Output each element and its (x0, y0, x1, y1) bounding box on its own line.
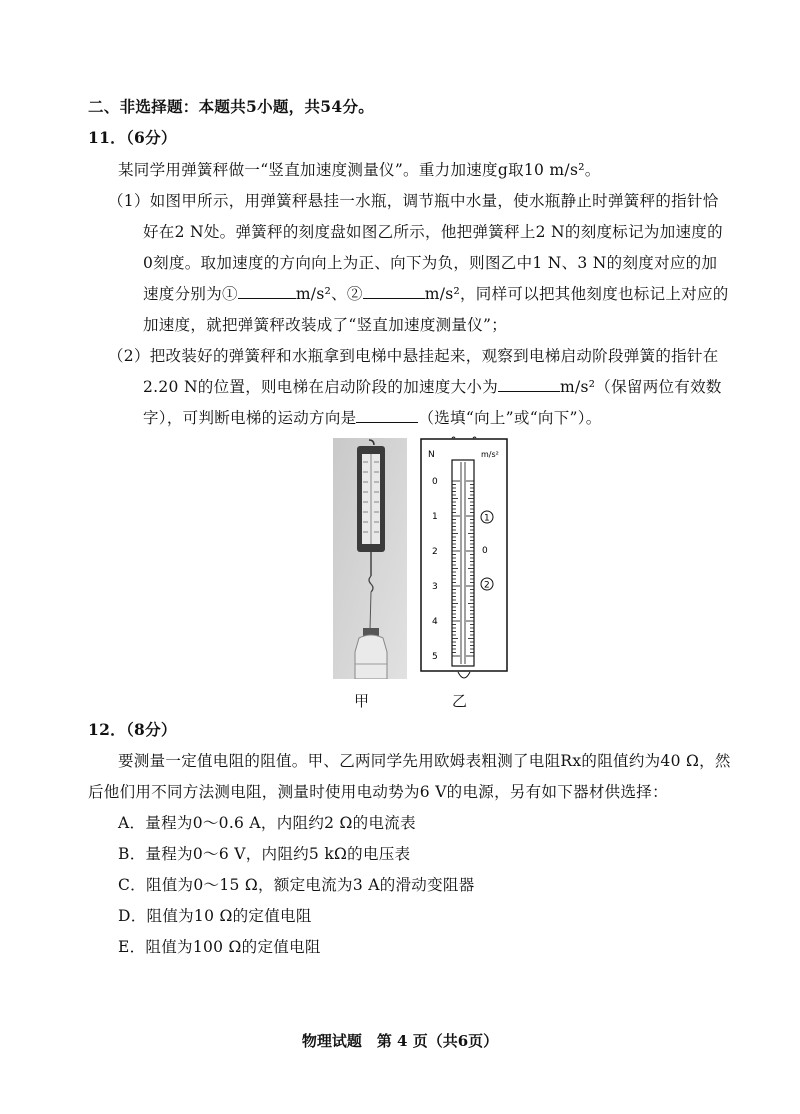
scale-number-label: 4 (432, 617, 438, 627)
q11-part1-line4-a: 速度分别为① (143, 285, 238, 303)
q12-option-b: B．量程为0～6 V，内阻约5 kΩ的电压表 (118, 845, 411, 863)
q11-part2-line2-a: 2.20 N的位置，则电梯在启动阶段的加速度大小为 (143, 378, 499, 396)
answer-blank-3[interactable] (498, 377, 560, 392)
scale-number-label: 2 (432, 547, 438, 557)
q12-option-a: A．量程为0～0.6 A，内阻约2 Ω的电流表 (118, 814, 416, 832)
q11-part1-line1: （1）如图甲所示，用弹簧秤悬挂一水瓶，调节瓶中水量，使水瓶静止时弹簧秤的指针恰 (108, 192, 719, 210)
q12-intro-line2: 后他们用不同方法测电阻，测量时使用电动势为6 V的电源，另有如下器材供选择： (88, 783, 668, 801)
q11-part2-line3-b: （选填“向上”或“向下”）。 (418, 409, 602, 427)
scale-number-label: 0 (432, 477, 438, 487)
marker-circle-1: 1 (484, 513, 490, 524)
q12-intro-line1: 要测量一定值电阻的阻值。甲、乙两同学先用欧姆表粗测了电阻Rx的阻值约为40 Ω，然 (118, 752, 731, 770)
q11-part1-line4-b: m/s²、② (295, 285, 363, 303)
q12-option-e: E．阻值为100 Ω的定值电阻 (118, 938, 321, 956)
zero-acceleration-label: 0 (482, 546, 488, 556)
marker-circle-2: 2 (484, 580, 490, 591)
q11-part2-line2-b: m/s²（保留两位有效数 (560, 378, 722, 396)
q11-part2-line1: （2）把改装好的弹簧秤和水瓶拿到电梯中悬挂起来，观察到电梯启动阶段弹簧的指针在 (108, 347, 719, 365)
q11-part1-line4-c: m/s²，同样可以把其他刻度也标记上对应的 (424, 285, 729, 303)
page-footer: 物理试题 第 4 页（共6页） (301, 1032, 499, 1050)
section-heading: 二、非选择题：本题共5小题，共54分。 (88, 97, 375, 116)
q11-part2-line2 (143, 375, 722, 397)
q11-part1-line2: 好在2 N处。弹簧秤的刻度盘如图乙所示，他把弹簧秤上2 N的刻度标记为加速度的 (143, 223, 723, 241)
q11-part1-line3: 0刻度。取加速度的方向向上为正、向下为负，则图乙中1 N、3 N的刻度对应的加 (143, 254, 718, 272)
figure-caption-jia: 甲 (354, 692, 370, 710)
q11-part1-line5: 加速度，就把弹簧秤改装成了“竖直加速度测量仪”； (143, 316, 508, 334)
q11-part1-line4 (143, 282, 729, 304)
scale-number-label: 1 (432, 512, 438, 522)
q12-number: 12．（8分） (88, 720, 177, 739)
unit-left-label: N (428, 450, 435, 460)
q12-option-d: D．阻值为10 Ω的定值电阻 (118, 907, 312, 925)
figure-caption-yi: 乙 (452, 692, 468, 710)
q12-option-c: C．阻值为0～15 Ω，额定电流为3 A的滑动变阻器 (118, 876, 475, 894)
q11-number: 11．（6分） (88, 128, 177, 147)
q11-part2-line3-a: 字），可判断电梯的运动方向是 (143, 409, 357, 427)
answer-blank-2[interactable] (363, 284, 425, 299)
q11-part2-line3 (143, 406, 602, 428)
answer-blank-4[interactable] (356, 408, 418, 423)
scale-number-label: 5 (432, 652, 438, 662)
unit-right-label: m/s² (481, 450, 499, 459)
q11-intro: 某同学用弹簧秤做一“竖直加速度测量仪”。重力加速度g取10 m/s²。 (118, 161, 601, 179)
scale-number-label: 3 (432, 582, 438, 592)
spring-scale-photo (333, 438, 407, 679)
scale-dial-diagram (418, 436, 510, 700)
answer-blank-1[interactable] (238, 284, 296, 299)
